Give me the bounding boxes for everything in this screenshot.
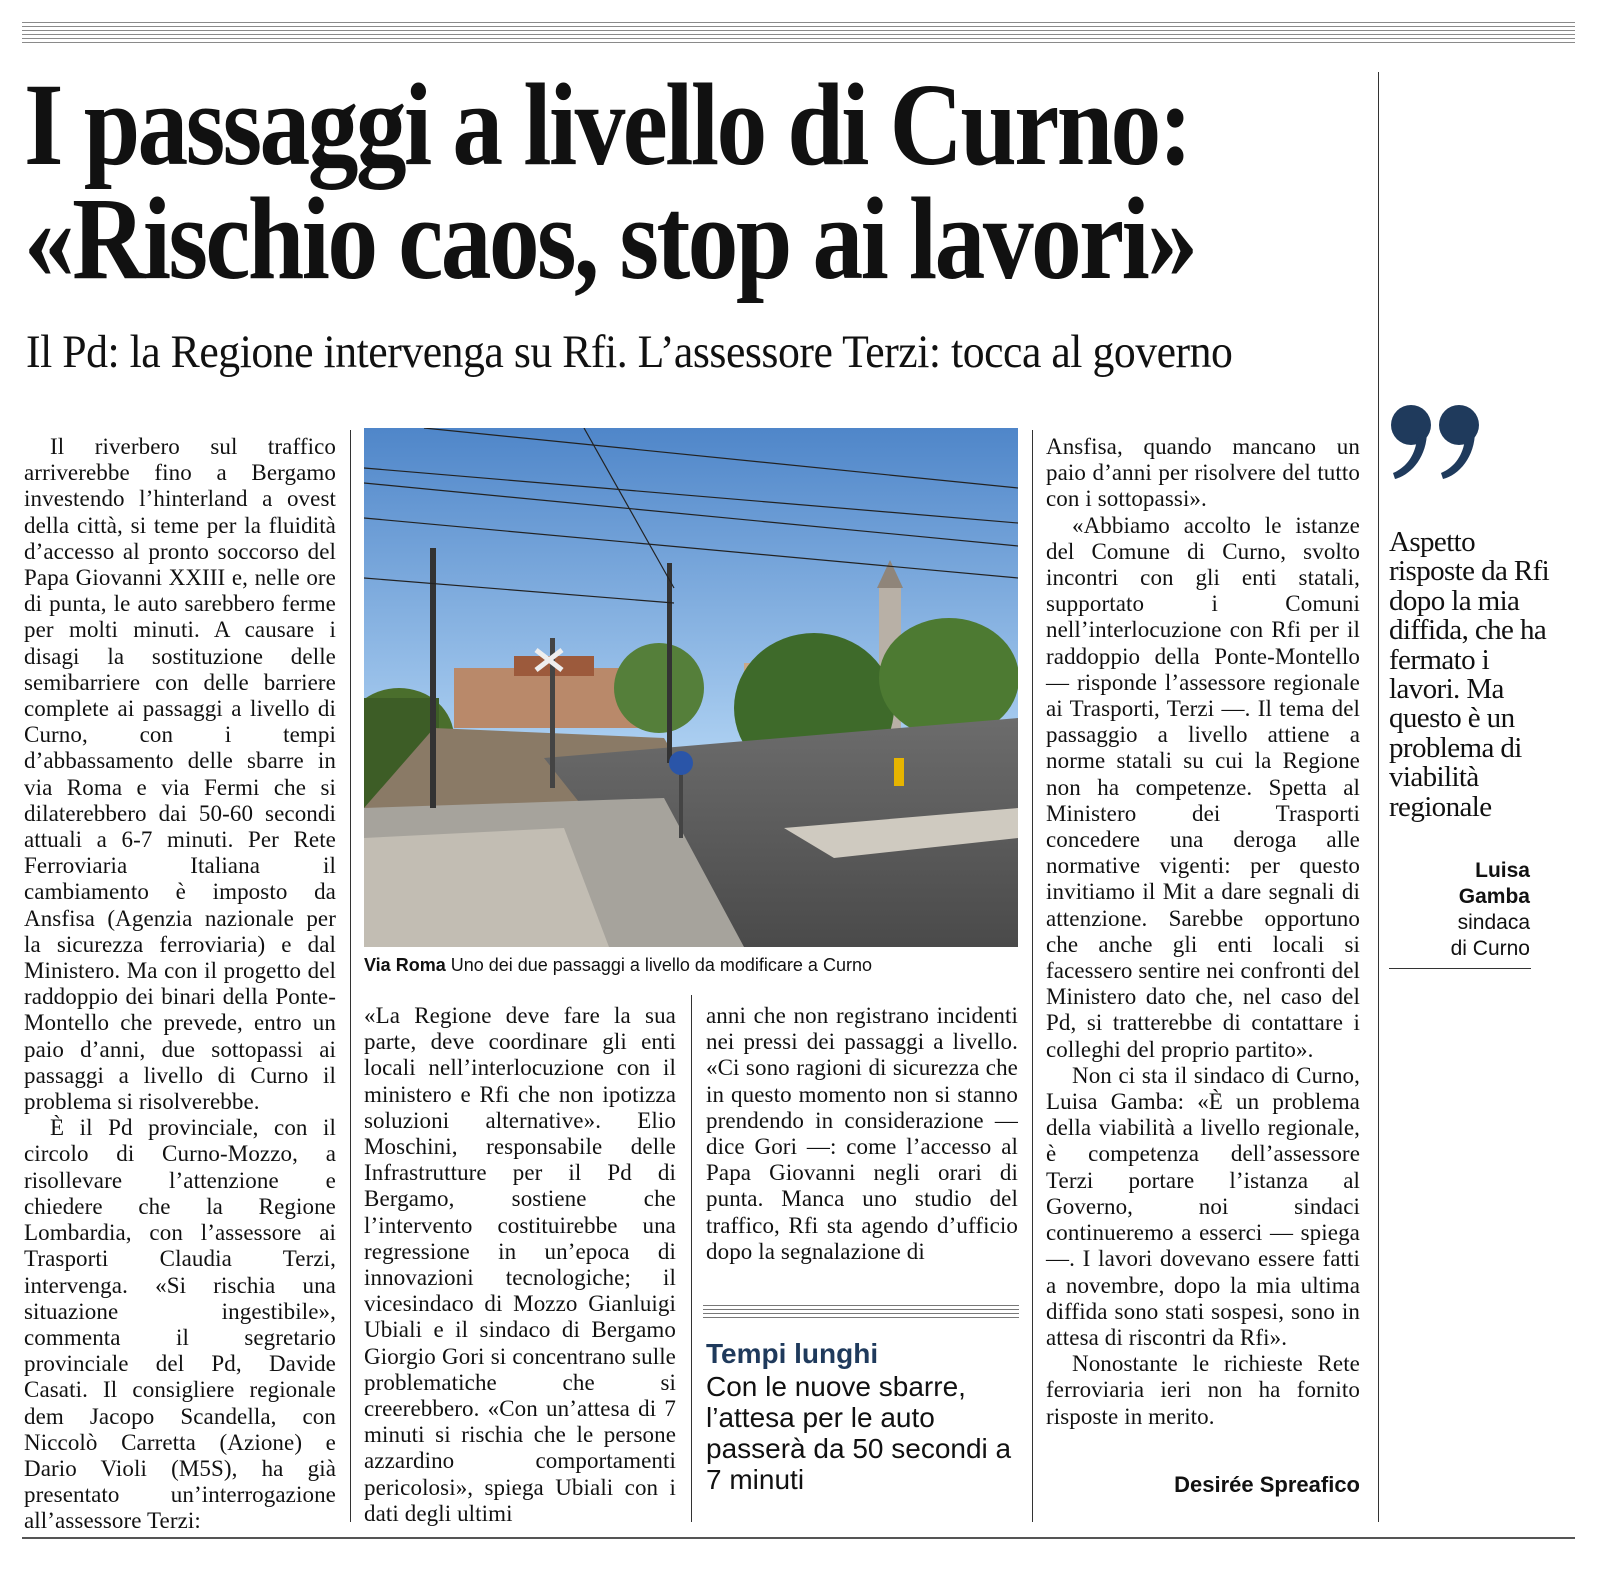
pull-quote-first-name: Luisa — [1475, 859, 1530, 882]
article-column-4 — [1046, 434, 1360, 1430]
pull-quote-role-line-2: di Curno — [1450, 937, 1530, 960]
column1-paragraph-1: Il riverbero sul traffico arriverebbe fino a Bergamo investendo l’hinterland a ovest della città, si teme per la fluidità d’accesso al pronto soccorso del Papa Giovanni XXIII e, nelle ore di punta, le auto sarebbero ferme per molti minuti. A causare i disagi la sostituzione delle semibarriere con delle barriere complete ai passaggi a livello di Curno, con i tempi d’abbassamento delle sbarre in via Roma e via Fermi che si dilaterebbero dai 50-60 secondi attuali a 6-7 minuti. Per Rete Ferroviaria Italiana il cambiamento è imposto da Ansfisa (Agenzia nazionale per la sicurezza ferroviaria) e dal Ministero. Ma con il progetto del raddoppio dei binari della Ponte-Montello che prevede, entro un paio d’anni, due sottopassi ai passaggi a livello di Curno il problema si risolverebbe. — [24, 434, 336, 1115]
column-divider-2 — [691, 995, 692, 1522]
pull-quote-name — [1380, 858, 1530, 910]
box-top-rule — [703, 1305, 1019, 1321]
sidebar-bottom-rule — [1389, 968, 1531, 969]
photo-caption-label: Via Roma — [364, 955, 446, 975]
box-text: Con le nuove sbarre, l’attesa per le auto passerà da 50 secondi a 7 minuti — [706, 1371, 1012, 1495]
article-column-2 — [364, 1003, 676, 1527]
photo-via-roma — [364, 428, 1018, 947]
subheadline: Il Pd: la Regione intervenga su Rfi. L’assessore Terzi: tocca al governo — [26, 326, 1233, 378]
photo-caption-text: Uno dei due passaggi a livello da modificare a Curno — [450, 955, 872, 975]
pull-quote-text: Aspetto risposte da Rfi dopo la mia diffida, che ha fermato i lavori. Ma questo è un problema di viabilità regionale — [1389, 526, 1550, 823]
headline-line-2: «Rischio caos, stop ai lavori» — [24, 173, 1196, 304]
byline: Desirée Spreafico — [1174, 1472, 1360, 1497]
bottom-rule — [22, 1537, 1575, 1539]
quote-mark-icon — [1389, 395, 1489, 485]
column-divider-3 — [1032, 430, 1033, 1522]
pull-quote-role-line-1: sindaca — [1457, 911, 1530, 934]
column2-paragraph: «La Regione deve fare la sua parte, deve coordinare gli enti locali nell’interlocuzione con il ministero e Rfi che non ipotizza soluzioni alternative». Elio Moschini, responsabile delle Infrastrutture per il Pd di Bergamo, sostiene che l’intervento costituirebbe una regressione in un’epoca di innovazioni tecnologiche; il vicesindaco di Mozzo Gianluigi Ubiali e il sindaco di Bergamo Giorgio Gori si concentrano sulle problematiche che si creerebbero. «Con un’attesa di 7 minuti si rischia che le persone azzardino comportamenti pericolosi», spiega Ubiali con i dati degli ultimi — [364, 1003, 676, 1526]
column4-paragraph-4: Nonostante le richieste Rete ferroviaria ieri non ha fornito risposte in merito. — [1046, 1351, 1360, 1429]
photo-caption — [364, 953, 1024, 977]
article-column-1 — [24, 434, 336, 1535]
sidebar-divider — [1378, 72, 1379, 1522]
column1-paragraph-2: È il Pd provinciale, con il circolo di Curno-Mozzo, a risollevare l’attenzione e chiedere che la Regione Lombardia, con l’assessore ai Trasporti Claudia Terzi, intervenga. «Si rischia una situazione ingestibile», commenta il segretario provinciale del Pd, Davide Casati. Il consigliere regionale dem Jacopo Scandella, con Niccolò Carretta (Azione) e Dario Violi (M5S), ha già presentato un’interrogazione all’assessore Terzi: — [24, 1115, 336, 1534]
column3-paragraph: anni che non registrano incidenti nei pressi dei passaggi a livello. «Ci sono ragioni di sicurezza che in questo momento non si stanno prendendo in considerazione — dice Gori —: come l’accesso al Papa Giovanni negli orari di punta. Manca uno studio del traffico, Rfi sta agendo d’ufficio dopo la segnalazione di — [706, 1003, 1018, 1264]
headline-line-1: I passaggi a livello di Curno: — [24, 59, 1190, 190]
pull-quote-role — [1380, 910, 1530, 962]
closing-quote-icon — [1389, 395, 1489, 485]
column4-paragraph-2: «Abbiamo accolto le istanze del Comune di Curno, svolto incontri con gli enti statali, supportato i Comuni nell’interlocuzione con Rfi per il raddoppio della Ponte-Montello — risponde l’assessore regionale ai Trasporti, Terzi —. Il tema del passaggio a livello attiene a norme statali su cui la Regione non ha competenze. Spetta al Ministero dei Trasporti concedere una deroga alle normative vigenti: per questo invitiamo il Mit a dare segnali di attenzione. Sarebbe opportuno che anche gli enti locali si facessero sentire nei confronti del Ministero dato che, nel caso del Pd, si tratterebbe di contattare i colleghi del proprio partito». — [1046, 512, 1360, 1062]
headline — [24, 59, 1364, 304]
column4-paragraph-1: Ansfisa, quando mancano un paio d’anni per risolvere del tutto con i sottopassi». — [1046, 434, 1360, 512]
box-title: Tempi lunghi — [706, 1338, 879, 1369]
pull-quote-last-name: Gamba — [1458, 885, 1530, 908]
railway-crossing-photo — [364, 428, 1018, 947]
top-rule — [22, 22, 1575, 44]
article-column-3 — [706, 1003, 1018, 1265]
column4-paragraph-3: Non ci sta il sindaco di Curno, Luisa Gamba: «È un problema della viabilità a livello regionale, è competenza dell’assessore Terzi portare l’istanza al Governo, noi sindaci continueremo a esserci — spiega —. I lavori dovevano essere fatti a novembre, dopo la mia ultima diffida sono stati sospesi, sono in attesa di riscontri da Rfi». — [1046, 1062, 1360, 1350]
column-divider-1 — [350, 430, 351, 1522]
